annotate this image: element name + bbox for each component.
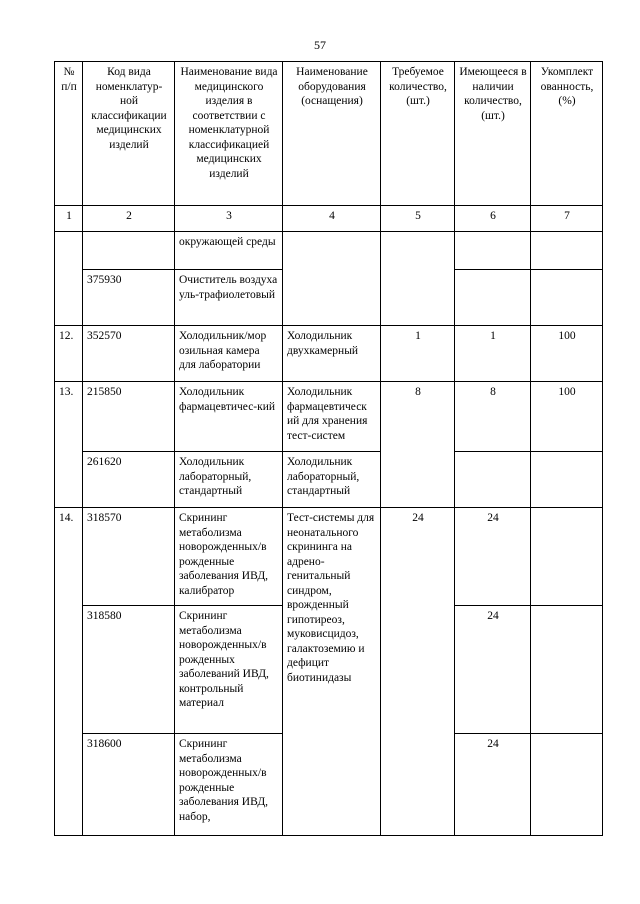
cell-equipment: [283, 232, 381, 326]
col-number: 7: [531, 206, 603, 232]
cell-equipment: Холодильник лабораторный, стандартный: [283, 452, 381, 508]
cell-completeness: 100: [531, 382, 603, 452]
col-number: 1: [55, 206, 83, 232]
equipment-table: [54, 61, 603, 836]
cell-required: 8: [381, 382, 455, 508]
cell-available: [455, 452, 531, 508]
cell-available: [455, 232, 531, 270]
header-completeness: Укомплект ованность, (%): [531, 62, 603, 206]
cell-completeness: [531, 606, 603, 734]
cell-available: 8: [455, 382, 531, 452]
cell-equipment: Тест-системы для неонатального скрининга на адрено-генитальный синдром, врожденный гипотиреоз, муковисцидоз, галактоземию и дефицит биотинидазы: [283, 508, 381, 836]
cell-completeness: [531, 452, 603, 508]
cell-completeness: [531, 734, 603, 836]
cell-completeness: [531, 270, 603, 326]
table-row: [55, 382, 603, 452]
table-row: [55, 452, 603, 508]
cell-name: Холодильник лабораторный, стандартный: [175, 452, 283, 508]
cell-name: Скрининг метаболизма новорожденных/в рожденных заболеваний ИВД, контрольный материал: [175, 606, 283, 734]
cell-available: [455, 270, 531, 326]
column-number-row: [55, 206, 603, 232]
header-code: Код вида номенклатур-ной классификации медицинских изделий: [83, 62, 175, 206]
table-header-row: [55, 62, 603, 206]
cell-no: [55, 232, 83, 326]
cell-completeness: [531, 232, 603, 270]
header-available: Имеющееся в наличии количество, (шт.): [455, 62, 531, 206]
cell-available: 24: [455, 508, 531, 606]
cell-code: 375930: [83, 270, 175, 326]
cell-equipment: Холодильник двухкамерный: [283, 326, 381, 382]
cell-completeness: [531, 508, 603, 606]
table-row: [55, 232, 603, 270]
cell-no: 12.: [55, 326, 83, 382]
col-number: 2: [83, 206, 175, 232]
page-number: 57: [314, 38, 326, 52]
cell-required: 1: [381, 326, 455, 382]
header-required: Требуемое количество, (шт.): [381, 62, 455, 206]
col-number: 3: [175, 206, 283, 232]
cell-no: 14.: [55, 508, 83, 836]
cell-code: 352570: [83, 326, 175, 382]
cell-equipment: Холодильник фармацевтическ ий для хранения тест-систем: [283, 382, 381, 452]
cell-available: 1: [455, 326, 531, 382]
table-row: [55, 508, 603, 606]
cell-code: 318570: [83, 508, 175, 606]
cell-name: Скрининг метаболизма новорожденных/в рожденные заболевания ИВД, калибратор: [175, 508, 283, 606]
cell-name: Очиститель воздуха уль-трафиолетовый: [175, 270, 283, 326]
cell-code: 318580: [83, 606, 175, 734]
cell-completeness: 100: [531, 326, 603, 382]
cell-no: 13.: [55, 382, 83, 508]
header-no: № п/п: [55, 62, 83, 206]
cell-code: 261620: [83, 452, 175, 508]
cell-required: [381, 232, 455, 326]
col-number: 6: [455, 206, 531, 232]
cell-required: 24: [381, 508, 455, 836]
col-number: 4: [283, 206, 381, 232]
cell-name: Холодильник/мор озильная камера для лаборатории: [175, 326, 283, 382]
header-equipment: Наименование оборудования (оснащения): [283, 62, 381, 206]
cell-available: 24: [455, 606, 531, 734]
cell-code: 318600: [83, 734, 175, 836]
table-row: [55, 326, 603, 382]
cell-available: 24: [455, 734, 531, 836]
cell-name: окружающей среды: [175, 232, 283, 270]
cell-code: 215850: [83, 382, 175, 452]
cell-code: [83, 232, 175, 270]
cell-name: Скрининг метаболизма новорожденных/в рожденные заболевания ИВД, набор,: [175, 734, 283, 836]
cell-name: Холодильник фармацевтичес-кий: [175, 382, 283, 452]
header-name: Наименование вида медицинского изделия в соответствии с номенклатурной классификацией медицинских изделий: [175, 62, 283, 206]
col-number: 5: [381, 206, 455, 232]
